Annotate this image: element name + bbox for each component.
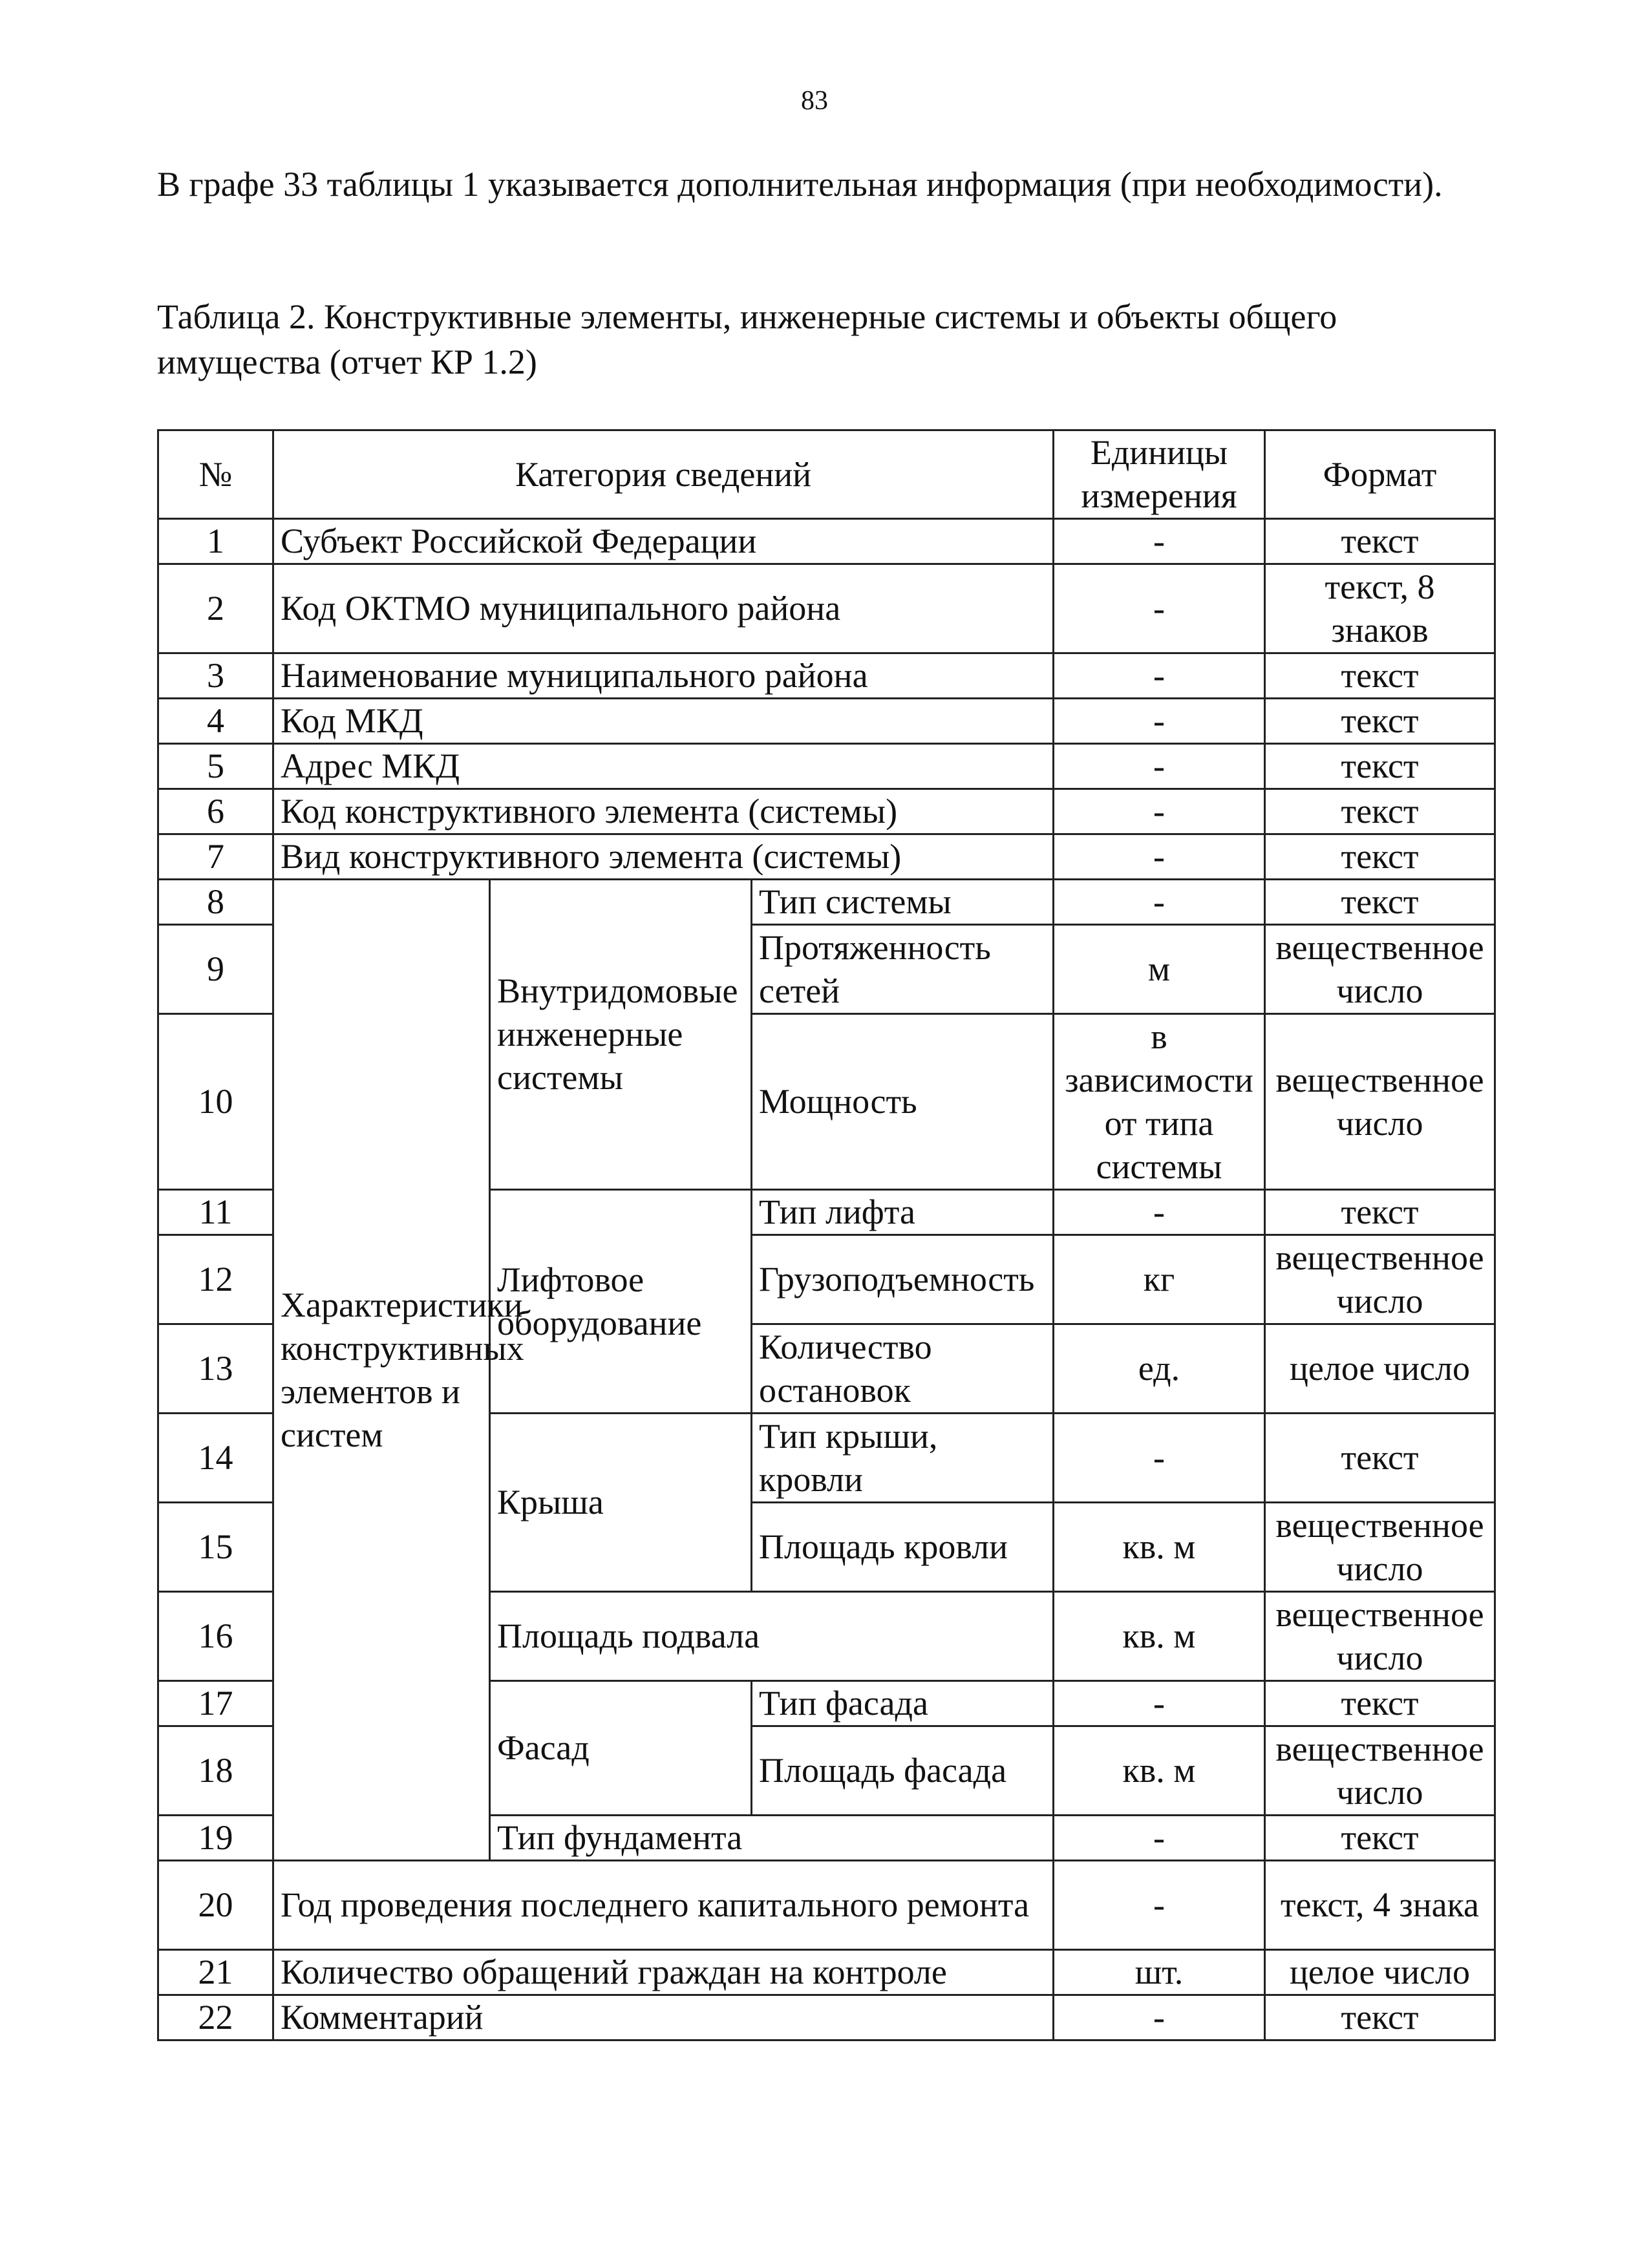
row-format: текст: [1265, 880, 1495, 925]
row-num: 13: [158, 1324, 273, 1414]
row-name: Код конструктивного элемента (системы): [273, 789, 1054, 834]
row-name: Количество остановок: [752, 1324, 1054, 1414]
row-num: 4: [158, 699, 273, 744]
row-unit: -: [1054, 880, 1265, 925]
row-num: 17: [158, 1681, 273, 1726]
table-row: [158, 699, 1495, 744]
row-unit: -: [1054, 699, 1265, 744]
row-format: целое число: [1265, 1324, 1495, 1414]
row-name: Мощность: [752, 1014, 1054, 1190]
row-unit: кг: [1054, 1235, 1265, 1324]
row-format: текст: [1265, 699, 1495, 744]
row-format: текст: [1265, 1816, 1495, 1861]
row-format: текст: [1265, 1190, 1495, 1235]
row-unit: -: [1054, 789, 1265, 834]
row-name: Тип фундамента: [490, 1816, 1054, 1861]
row-unit: -: [1054, 653, 1265, 699]
row-name: Наименование муниципального района: [273, 653, 1054, 699]
row-num: 19: [158, 1816, 273, 1861]
row-format: вещественное число: [1265, 1014, 1495, 1190]
row-name: Количество обращений граждан на контроле: [273, 1950, 1054, 1995]
header-units: Единицы измерения: [1054, 430, 1265, 519]
row-num: 11: [158, 1190, 273, 1235]
row-num: 7: [158, 834, 273, 880]
row-format: текст: [1265, 1414, 1495, 1503]
table-row: [158, 789, 1495, 834]
row-name: Площадь фасада: [752, 1726, 1054, 1816]
row-format: текст: [1265, 1995, 1495, 2040]
row-unit: -: [1054, 519, 1265, 564]
row-unit: -: [1054, 564, 1265, 653]
row-name: Площадь подвала: [490, 1592, 1054, 1681]
row-format: текст: [1265, 519, 1495, 564]
group-facade: Фасад: [490, 1681, 752, 1816]
row-name: Тип фасада: [752, 1681, 1054, 1726]
intro-paragraph: В графе 33 таблицы 1 указывается дополнительная информация (при необходимости).: [157, 165, 1443, 204]
row-num: 20: [158, 1861, 273, 1950]
row-name: Код МКД: [273, 699, 1054, 744]
row-format: целое число: [1265, 1950, 1495, 1995]
row-num: 9: [158, 925, 273, 1014]
row-format: текст: [1265, 1681, 1495, 1726]
table-row: [158, 880, 1495, 925]
row-name: Тип крыши, кровли: [752, 1414, 1054, 1503]
row-name: Тип лифта: [752, 1190, 1054, 1235]
row-unit: -: [1054, 1861, 1265, 1950]
header-num: №: [158, 430, 273, 519]
table-row: [158, 653, 1495, 699]
table-row: [158, 1995, 1495, 2040]
row-num: 22: [158, 1995, 273, 2040]
row-name: Площадь кровли: [752, 1503, 1054, 1592]
table-row: [158, 744, 1495, 789]
table-row: [158, 1861, 1495, 1950]
row-name: Адрес МКД: [273, 744, 1054, 789]
row-format: вещественное число: [1265, 1592, 1495, 1681]
page-number: 83: [801, 86, 828, 116]
row-num: 12: [158, 1235, 273, 1324]
table-row: [158, 564, 1495, 653]
row-unit: кв. м: [1054, 1726, 1265, 1816]
row-num: 21: [158, 1950, 273, 1995]
table-row: [158, 834, 1495, 880]
group-elevator: Лифтовое оборудование: [490, 1190, 752, 1414]
row-num: 3: [158, 653, 273, 699]
header-category: Категория сведений: [273, 430, 1054, 519]
row-num: 15: [158, 1503, 273, 1592]
row-num: 16: [158, 1592, 273, 1681]
row-num: 14: [158, 1414, 273, 1503]
row-num: 18: [158, 1726, 273, 1816]
row-unit: -: [1054, 1995, 1265, 2040]
row-unit: м: [1054, 925, 1265, 1014]
row-name: Год проведения последнего капитального ремонта: [273, 1861, 1054, 1950]
row-format: вещественное число: [1265, 925, 1495, 1014]
row-unit: -: [1054, 744, 1265, 789]
row-name: Комментарий: [273, 1995, 1054, 2040]
table-header-row: [158, 430, 1495, 519]
row-format: текст, 4 знака: [1265, 1861, 1495, 1950]
row-unit: -: [1054, 1816, 1265, 1861]
row-format: текст: [1265, 653, 1495, 699]
table-caption: Таблица 2. Конструктивные элементы, инженерные системы и объекты общего имущества (отчет КР 1.2): [157, 297, 1337, 381]
row-name: Протяженность сетей: [752, 925, 1054, 1014]
group-internal-systems: Внутридомовые инженерные системы: [490, 880, 752, 1190]
row-format: текст: [1265, 789, 1495, 834]
row-unit: -: [1054, 1681, 1265, 1726]
row-name: Код ОКТМО муниципального района: [273, 564, 1054, 653]
row-unit: шт.: [1054, 1950, 1265, 1995]
row-num: 8: [158, 880, 273, 925]
row-unit: -: [1054, 1190, 1265, 1235]
row-num: 5: [158, 744, 273, 789]
row-unit: кв. м: [1054, 1503, 1265, 1592]
header-format: Формат: [1265, 430, 1495, 519]
row-unit: -: [1054, 1414, 1265, 1503]
group-roof: Крыша: [490, 1414, 752, 1592]
structural-elements-table: [157, 429, 1496, 2041]
row-name: Грузоподъемность: [752, 1235, 1054, 1324]
row-name: Вид конструктивного элемента (системы): [273, 834, 1054, 880]
row-num: 1: [158, 519, 273, 564]
table-row: [158, 1950, 1495, 1995]
row-num: 10: [158, 1014, 273, 1190]
row-unit: -: [1054, 834, 1265, 880]
row-unit: в зависимости от типа системы: [1054, 1014, 1265, 1190]
row-unit: кв. м: [1054, 1592, 1265, 1681]
row-num: 2: [158, 564, 273, 653]
row-format: вещественное число: [1265, 1503, 1495, 1592]
row-format: текст: [1265, 834, 1495, 880]
row-format: вещественное число: [1265, 1726, 1495, 1816]
row-num: 6: [158, 789, 273, 834]
row-name: Субъект Российской Федерации: [273, 519, 1054, 564]
row-name: Тип системы: [752, 880, 1054, 925]
row-format: текст, 8 знаков: [1265, 564, 1495, 653]
row-format: вещественное число: [1265, 1235, 1495, 1324]
row-unit: ед.: [1054, 1324, 1265, 1414]
table-row: [158, 519, 1495, 564]
row-format: текст: [1265, 744, 1495, 789]
group-characteristics: Характеристики конструктивных элементов и систем: [273, 880, 490, 1861]
